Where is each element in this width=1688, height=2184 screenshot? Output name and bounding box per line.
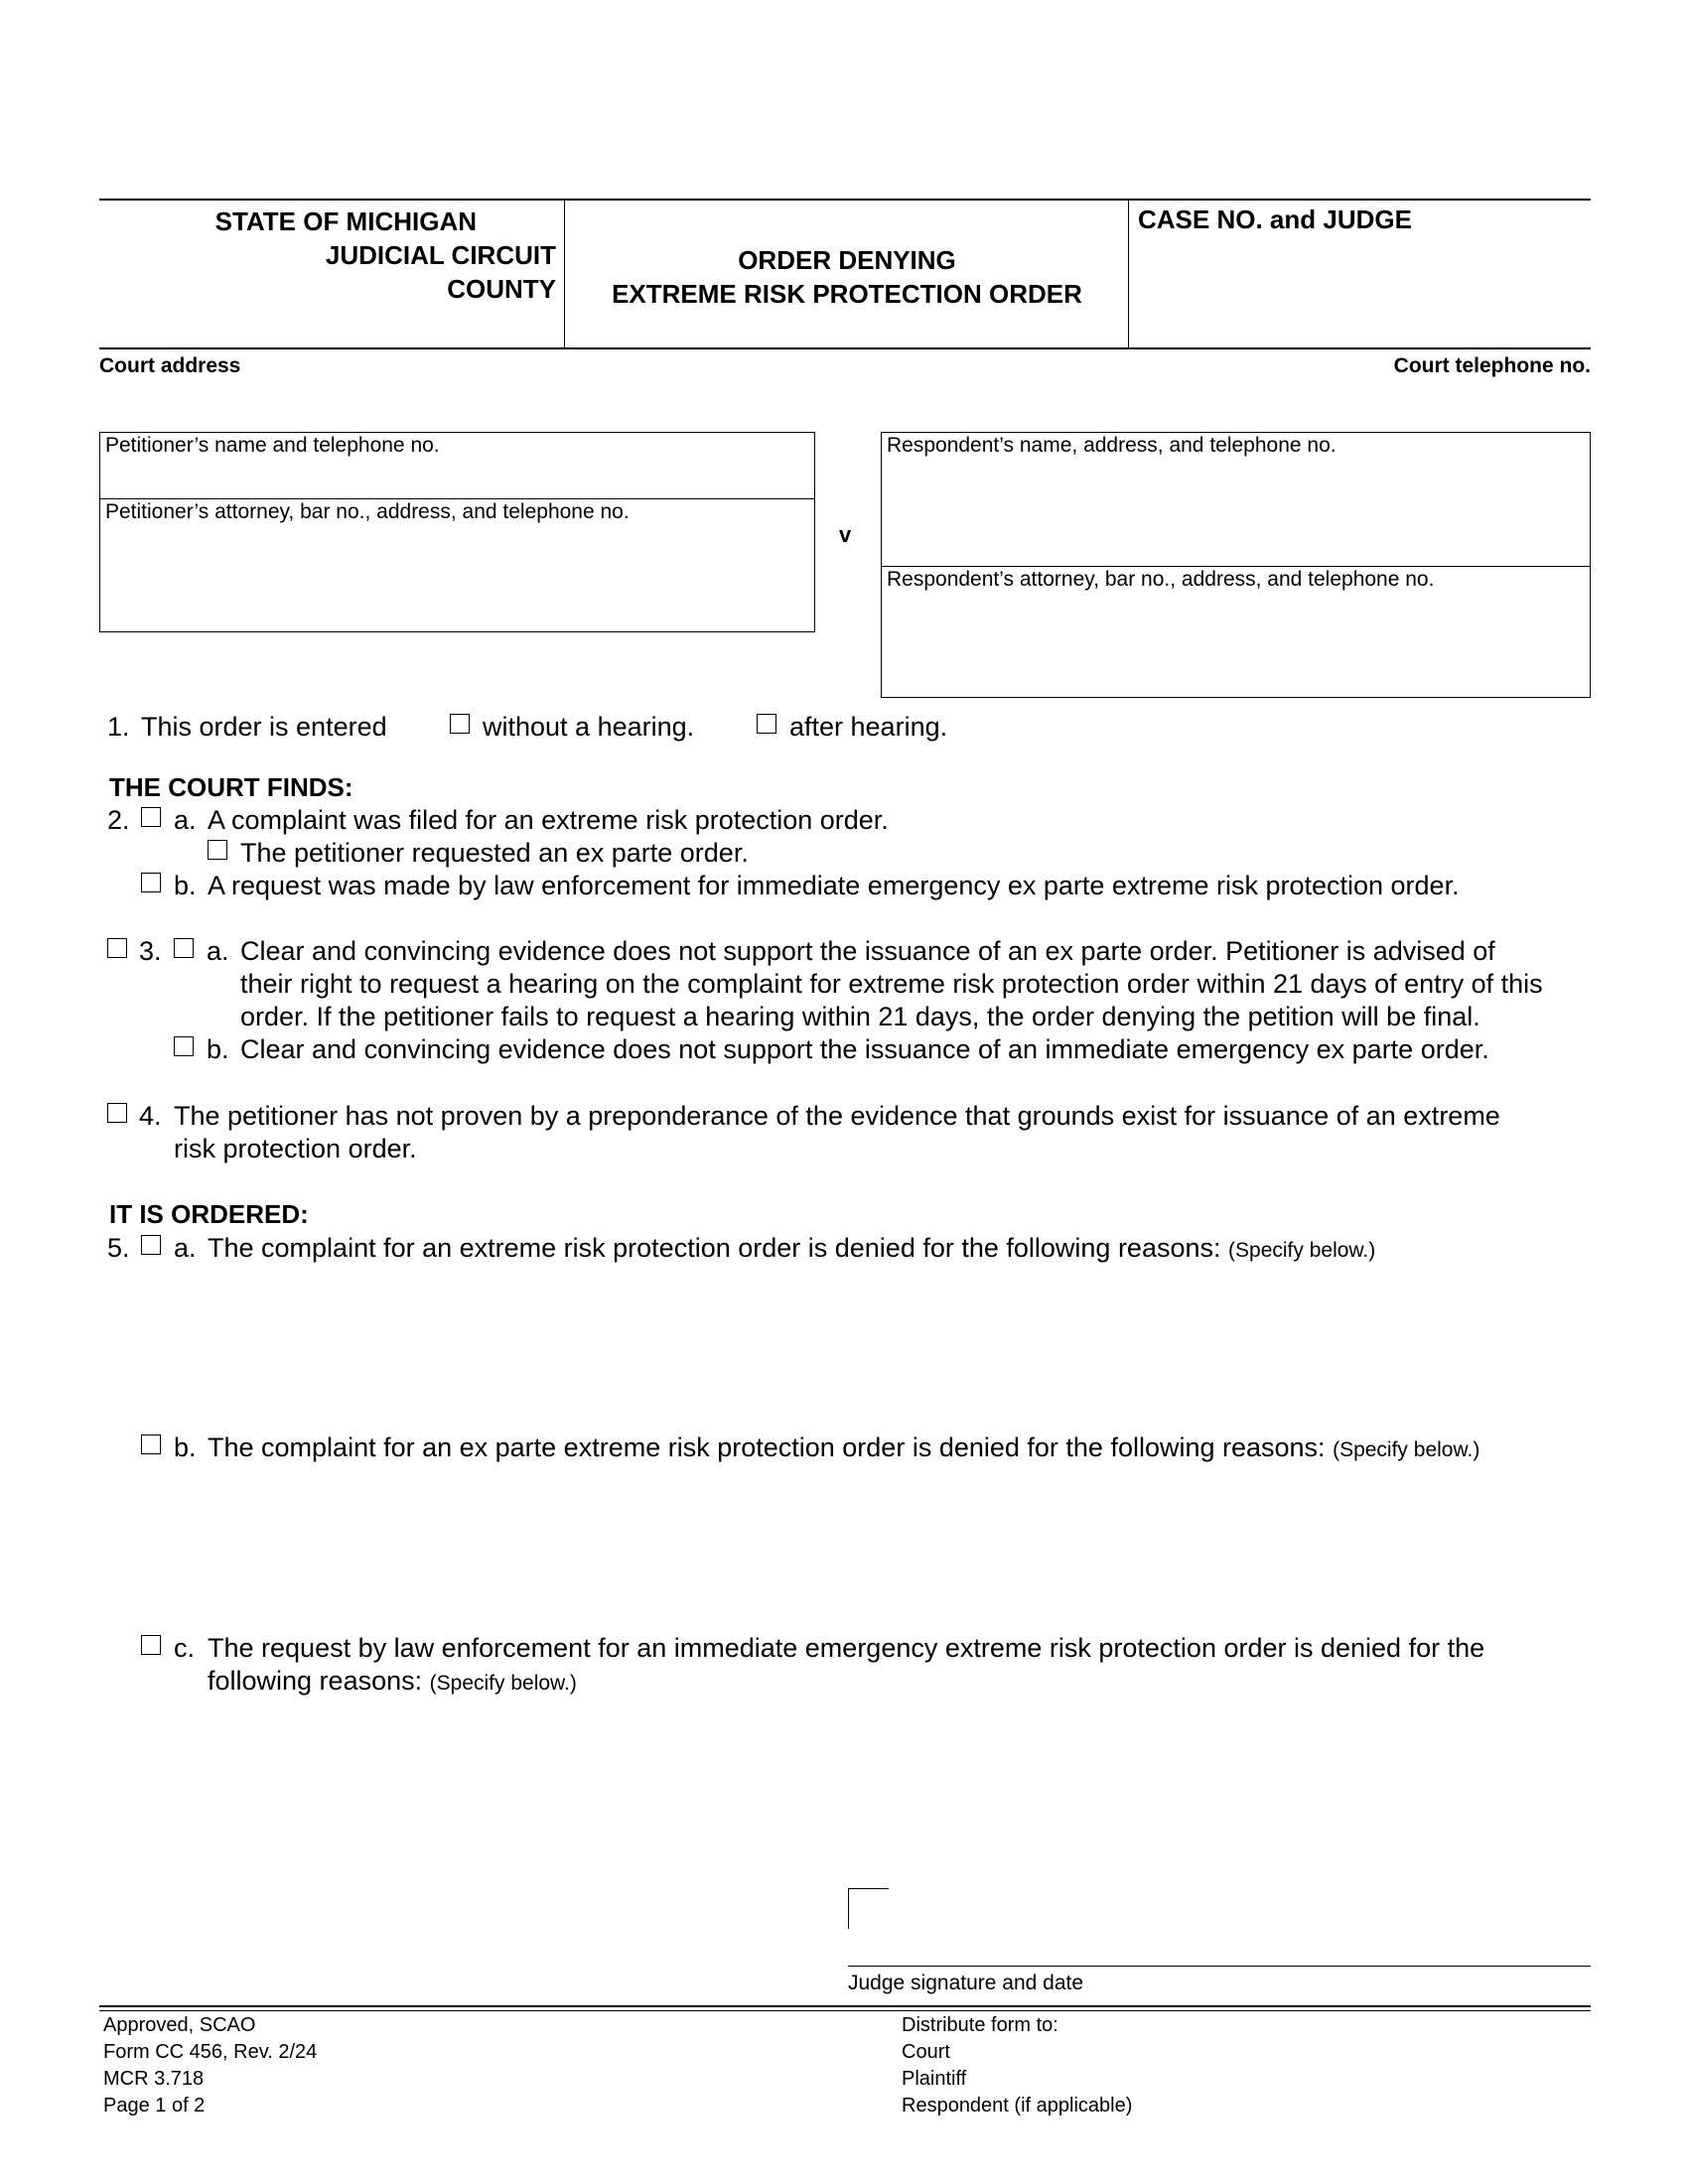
footer-rule-top: [99, 2005, 1591, 2007]
item-5c-reasons-area[interactable]: [208, 1704, 1591, 1862]
versus-label: v: [839, 522, 852, 547]
item-4-line-2: risk protection order.: [174, 1134, 417, 1163]
item-5b-specify-note: (Specify below.): [1333, 1438, 1480, 1461]
item-5c-letter: c.: [174, 1633, 196, 1663]
title-line-2: EXTREME RISK PROTECTION ORDER: [612, 279, 1082, 309]
item-1-text: This order is entered: [141, 712, 387, 742]
item-2a-checkbox[interactable]: [141, 807, 161, 827]
item-5b-reasons-area[interactable]: [208, 1470, 1591, 1619]
signature-label: Judge signature and date: [848, 1972, 1084, 1994]
item-3b-letter: b.: [207, 1034, 229, 1064]
item-4-checkbox[interactable]: [107, 1103, 127, 1123]
after-hearing-label: after hearing.: [789, 712, 948, 742]
item-3b-checkbox[interactable]: [174, 1036, 194, 1056]
signature-line: [848, 1966, 1591, 1967]
distribute-court: Court: [902, 2041, 950, 2063]
judge-signature-field[interactable]: [848, 1886, 1591, 1966]
respondent-attorney-field[interactable]: [882, 567, 1590, 697]
item-2a-letter: a.: [174, 805, 197, 835]
footer-rule-bottom: [99, 2010, 1591, 2011]
distribute-label: Distribute form to:: [902, 2014, 1058, 2036]
item-3a-line-1: Clear and convincing evidence does not support the issuance of an ex parte order. Petitioner is advised of: [240, 936, 1495, 966]
item-2a-text: A complaint was filed for an extreme risk protection order.: [208, 805, 889, 835]
item-2a-ex-parte-text: The petitioner requested an ex parte order.: [240, 838, 749, 868]
respondent-name-label: Respondent’s name, address, and telephone no.: [887, 434, 1336, 457]
item-5c-line-1: The request by law enforcement for an immediate emergency extreme risk protection order is denied for the: [208, 1633, 1485, 1663]
item-2b-letter: b.: [174, 871, 197, 900]
item-5-number: 5.: [107, 1233, 130, 1263]
item-3a-line-2: their right to request a hearing on the complaint for extreme risk protection order within 21 days of entry of this: [240, 969, 1543, 999]
item-5c-line-2: following reasons:: [208, 1666, 423, 1696]
item-2a-ex-parte-checkbox[interactable]: [208, 840, 227, 860]
petitioner-name-field[interactable]: [100, 433, 814, 499]
form-info: [103, 2012, 317, 2119]
item-5b-reason-text: The complaint for an ex parte extreme risk protection order is denied for the following reasons:: [208, 1433, 1326, 1462]
item-3a-line-3: order. If the petitioner fails to request a hearing within 21 days, the order denying the petition will be final.: [240, 1002, 1480, 1031]
court-address-label: Court address: [99, 354, 241, 377]
court-telephone-label: Court telephone no.: [1393, 354, 1591, 377]
item-3-number: 3.: [139, 936, 162, 966]
item-5a-checkbox[interactable]: [141, 1235, 161, 1255]
after-hearing-checkbox[interactable]: [757, 714, 776, 734]
header-top-rule: [99, 199, 1591, 201]
page-number-label: Page 1 of 2: [103, 2095, 206, 2116]
without-hearing-checkbox[interactable]: [450, 714, 470, 734]
approved-label: Approved, SCAO: [103, 2014, 256, 2036]
respondent-box: [881, 432, 1591, 698]
item-4-number: 4.: [139, 1101, 162, 1131]
item-5b-checkbox[interactable]: [141, 1434, 161, 1454]
respondent-attorney-label: Respondent’s attorney, bar no., address, and telephone no.: [887, 568, 1435, 591]
form-title: [566, 243, 1128, 311]
petitioner-attorney-field[interactable]: [100, 499, 814, 631]
header-divider-right: [1128, 200, 1129, 348]
court-identity: [99, 205, 556, 306]
item-5a-letter: a.: [174, 1233, 197, 1263]
item-5c-specify-note: (Specify below.): [429, 1672, 577, 1695]
mcr-label: MCR 3.718: [103, 2068, 205, 2090]
court-finds-heading: THE COURT FINDS:: [109, 772, 353, 802]
item-5b-letter: b.: [174, 1433, 197, 1462]
distribute-respondent: Respondent (if applicable): [902, 2095, 1133, 2116]
item-5a-specify-note: (Specify below.): [1228, 1239, 1376, 1262]
item-5c-text: [208, 1632, 1484, 1700]
item-4-text: [174, 1100, 1500, 1165]
item-2-number: 2.: [107, 805, 130, 835]
without-hearing-label: without a hearing.: [483, 712, 695, 742]
item-5a-text: [208, 1232, 1375, 1267]
title-line-1: ORDER DENYING: [738, 245, 956, 275]
item-3a-checkbox[interactable]: [174, 938, 194, 958]
header-divider-left: [564, 200, 565, 348]
circuit-label: JUDICIAL CIRCUIT: [325, 240, 556, 270]
item-5b-text: [208, 1432, 1479, 1466]
item-5a-reasons-area[interactable]: [208, 1271, 1591, 1420]
petitioner-attorney-label: Petitioner’s attorney, bar no., address, and telephone no.: [105, 500, 630, 523]
distribute-plaintiff: Plaintiff: [902, 2068, 967, 2090]
item-3a-text: [240, 935, 1543, 1033]
respondent-name-field[interactable]: [882, 433, 1590, 567]
item-5a-reason-text: The complaint for an extreme risk protection order is denied for the following reasons:: [208, 1233, 1221, 1263]
item-3-checkbox[interactable]: [107, 938, 127, 958]
item-2b-checkbox[interactable]: [141, 873, 161, 892]
state-label: STATE OF MICHIGAN: [214, 206, 477, 236]
distribution-list: [902, 2012, 1132, 2119]
case-number-label: CASE NO. and JUDGE: [1138, 205, 1412, 234]
item-5c-checkbox[interactable]: [141, 1635, 161, 1655]
item-1-number: 1.: [107, 712, 130, 742]
item-4-line-1: The petitioner has not proven by a preponderance of the evidence that grounds exist for issuance of an extreme: [174, 1101, 1500, 1131]
header-bottom-rule: [99, 347, 1591, 349]
it-is-ordered-heading: IT IS ORDERED:: [109, 1199, 309, 1229]
item-3a-letter: a.: [207, 936, 229, 966]
petitioner-box: [99, 432, 815, 632]
form-number-label: Form CC 456, Rev. 2/24: [103, 2041, 318, 2063]
petitioner-name-label: Petitioner’s name and telephone no.: [105, 434, 440, 457]
item-3b-text: Clear and convincing evidence does not support the issuance of an immediate emergency ex parte order.: [240, 1034, 1489, 1064]
county-label: COUNTY: [447, 274, 556, 304]
item-2b-text: A request was made by law enforcement for immediate emergency ex parte extreme risk protection order.: [208, 871, 1460, 900]
